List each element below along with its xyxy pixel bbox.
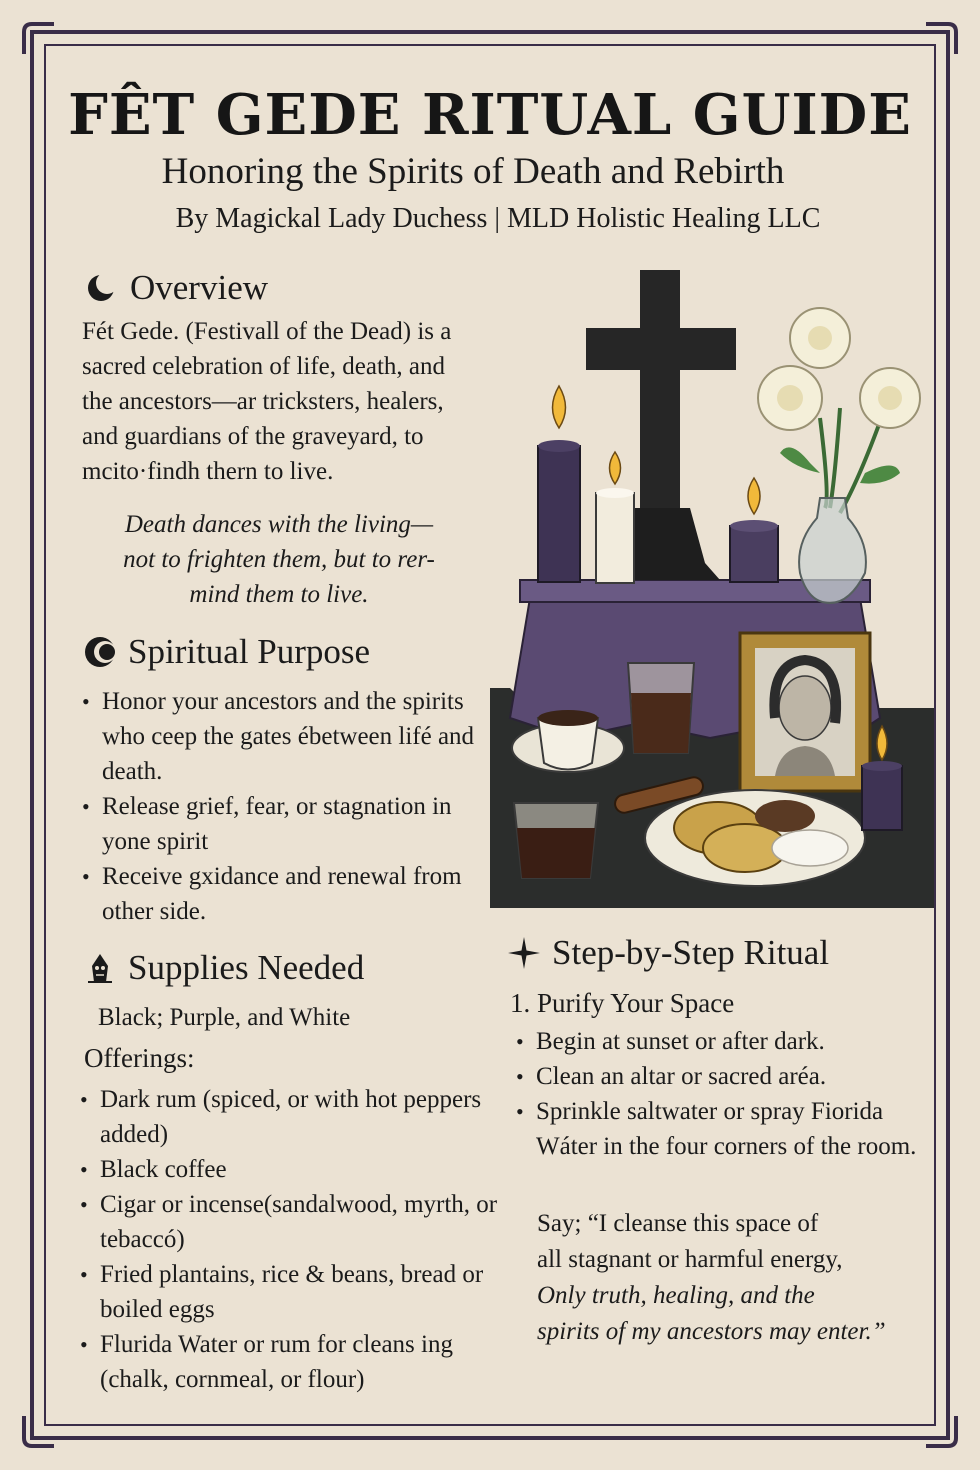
overview-line: Fét Gede. (Festivall of the Dead) is a — [82, 318, 452, 345]
cleansing-prayer — [537, 1206, 927, 1350]
overview-line: the ancestors—ar tricksters, healers, — [82, 388, 444, 415]
offerings-label: Offerings: — [84, 1043, 195, 1073]
corner-ornament-icon — [22, 1414, 56, 1448]
prayer-line: Only truth, healing, and the — [537, 1282, 815, 1309]
list-item: • Dark rum (spiced, or with hot peppers added) — [80, 1082, 508, 1152]
list-item: • Release grief, fear, or stagnation in yone spirit — [82, 789, 492, 859]
list-item: • Receive gxidance and renewal from other side. — [82, 859, 492, 929]
author-byline: By Magickal Lady Duchess | MLD Holistic Healing LLC — [175, 203, 821, 234]
overview-line: mcito·findh thern to live. — [82, 458, 334, 485]
list-item: • Begin at sunset or after dark. — [516, 1024, 920, 1059]
ritual-heading-text: Step-by-Step Ritual — [552, 933, 830, 972]
skull-candle-icon — [82, 950, 118, 986]
list-item: • Honor your ancestors and the spirits who ceep the gates ébetween lifé and death. — [82, 684, 492, 789]
overview-quote — [84, 507, 474, 612]
page-title: FÊT GEDE RITUAL GUIDE — [68, 82, 912, 148]
crescent-moon-icon — [84, 270, 120, 306]
list-item: • Flurida Water or rum for cleans ing (chalk, cornmeal, or flour) — [80, 1327, 508, 1397]
quote-line: Death dances with the living— — [124, 511, 434, 538]
list-item: • Clean an altar or sacred aréa. — [516, 1059, 920, 1094]
white-candle-icon — [596, 452, 634, 583]
dark-rum-glass-icon — [514, 803, 598, 878]
ancestor-photo-icon — [740, 633, 870, 791]
small-purple-candle-icon — [730, 478, 778, 582]
food-plate-icon — [645, 790, 865, 886]
overview-line: and guardians of the graveyard, to — [82, 423, 424, 450]
overview-text — [82, 314, 502, 489]
corner-ornament-icon — [22, 22, 56, 56]
purpose-heading — [82, 632, 370, 672]
prayer-line: spirits of my ancestors may enter.” — [537, 1318, 886, 1345]
moon-phase-icon — [82, 634, 118, 670]
list-item: • Cigar or incense(sandalwood, myrth, or tebaccó) — [80, 1187, 508, 1257]
list-item: • Fried plantains, rice & beans, bread or boiled eggs — [80, 1257, 508, 1327]
supplies-heading — [82, 948, 364, 988]
prayer-line: all stagnant or harmful energy, — [537, 1246, 843, 1273]
offerings-list — [80, 1082, 508, 1397]
prayer-line: Say; “I cleanse this space of — [537, 1210, 819, 1237]
altar-svg — [490, 268, 934, 908]
overview-heading — [84, 268, 268, 308]
purpose-heading-text: Spiritual Purpose — [128, 632, 371, 671]
purple-candle-icon — [538, 386, 580, 582]
step1-title: 1. Purify Your Space — [510, 988, 735, 1018]
page-subtitle: Honoring the Spirits of Death and Rebirth — [161, 151, 785, 192]
list-item: • Black coffee — [80, 1152, 508, 1187]
star-sparkle-icon — [506, 935, 542, 971]
flower-vase-icon — [758, 308, 920, 603]
overview-heading-text: Overview — [130, 268, 269, 307]
supplies-colors: Black; Purple, and White — [98, 1004, 351, 1031]
overview-line: sacred celebration of life, death, and — [82, 353, 446, 380]
step1-list — [516, 1024, 920, 1164]
ritual-heading — [506, 933, 829, 973]
quote-line: mind them to live. — [189, 581, 369, 608]
purpose-list — [82, 684, 492, 929]
quote-line: not to frighten them, but to rer- — [123, 546, 435, 573]
rum-glass-icon — [628, 663, 694, 753]
list-item: • Sprinkle saltwater or spray Fiorida Wáter in the four corners of the room. — [516, 1094, 920, 1164]
corner-ornament-icon — [924, 22, 958, 56]
altar-illustration — [490, 268, 934, 908]
corner-ornament-icon — [924, 1414, 958, 1448]
supplies-heading-text: Supplies Needed — [128, 948, 365, 987]
